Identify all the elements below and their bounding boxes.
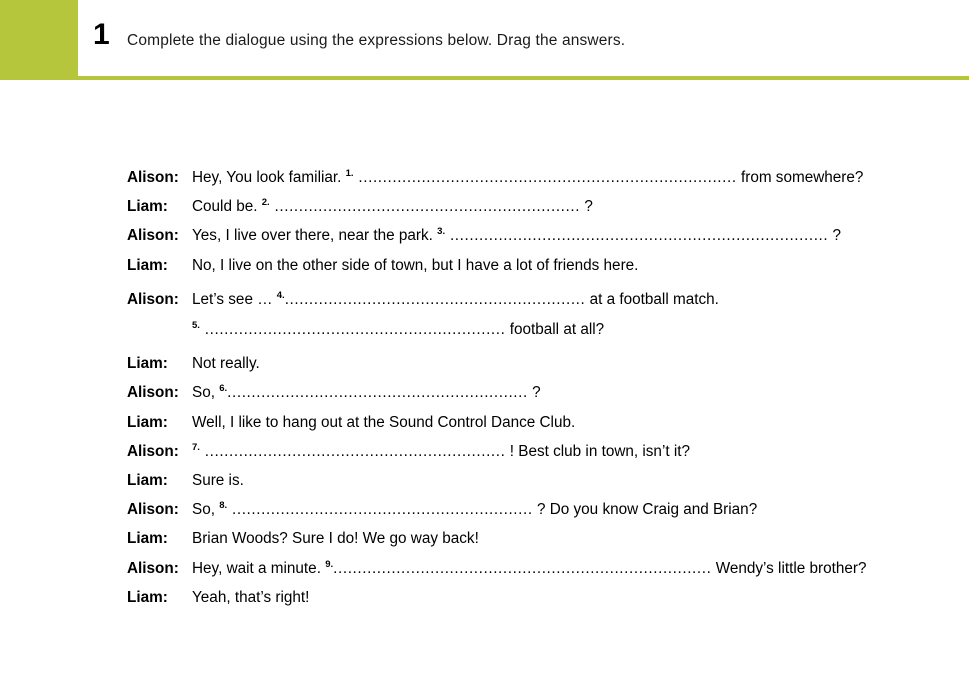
- utterance-text: [192, 226, 841, 247]
- blank-number: 3.: [437, 226, 446, 238]
- answer-blank[interactable]: ..............................................................: [199, 320, 506, 338]
- dialogue-line: [127, 168, 927, 189]
- answer-blank[interactable]: ..............................................................................: [353, 169, 737, 187]
- blank-number: 4.: [276, 290, 285, 302]
- utterance-before: Let’s see …: [192, 291, 277, 309]
- utterance-after: ?: [828, 227, 842, 245]
- utterance-before: So,: [192, 384, 220, 402]
- speaker-label: Liam:: [127, 530, 168, 548]
- utterance-after: Wendy’s little brother?: [711, 559, 867, 577]
- dialogue-line: [127, 226, 927, 247]
- blank-number: 5.: [192, 319, 200, 331]
- dialogue-line: [127, 529, 927, 550]
- dialogue-line: [127, 256, 927, 277]
- dialogue-line: [127, 290, 927, 311]
- exercise-header: [0, 0, 969, 78]
- dialogue-line: [127, 354, 927, 375]
- answer-blank[interactable]: ...............................................................: [269, 198, 581, 216]
- blank-number: 9.: [325, 558, 334, 570]
- utterance-after: at a football match.: [585, 291, 719, 309]
- dialogue-line: [127, 442, 927, 463]
- utterance-text: Brian Woods? Sure I do! We go way back!: [192, 530, 479, 548]
- speaker-label: Alison:: [127, 227, 179, 245]
- utterance-text: [192, 290, 719, 311]
- answer-blank[interactable]: ..............................................................................: [445, 227, 829, 245]
- answer-blank[interactable]: ..............................................................: [227, 501, 533, 519]
- speaker-label: Liam:: [127, 588, 168, 606]
- utterance-text: No, I live on the other side of town, but I have a lot of friends here.: [192, 256, 639, 274]
- speaker-label: Liam:: [127, 413, 168, 431]
- speaker-label: Liam:: [127, 472, 168, 490]
- utterance-text: Not really.: [192, 355, 260, 373]
- blank-number: 7.: [192, 441, 200, 453]
- exercise-instruction: Complete the dialogue using the expressions below. Drag the answers.: [127, 32, 626, 49]
- speaker-label: Alison:: [127, 384, 179, 402]
- speaker-label: Alison:: [127, 169, 179, 186]
- utterance-before: Hey, wait a minute.: [192, 559, 326, 577]
- dialogue-line: [127, 413, 927, 434]
- utterance-before: Could be.: [192, 198, 262, 216]
- utterance-text: Well, I like to hang out at the Sound Control Dance Club.: [192, 413, 576, 431]
- dialogue-line: [127, 588, 927, 609]
- dialogue-line: [127, 559, 927, 580]
- header-color-swatch: [0, 0, 78, 76]
- answer-blank[interactable]: ..............................................................................: [333, 559, 712, 577]
- utterance-before: So,: [192, 501, 220, 519]
- utterance-after: ! Best club in town, isn’t it?: [505, 442, 690, 460]
- answer-blank[interactable]: ..............................................................: [284, 291, 586, 309]
- utterance-after: football at all?: [505, 320, 605, 338]
- speaker-label: Liam:: [127, 198, 168, 216]
- speaker-label: Alison:: [127, 291, 179, 309]
- utterance-text: [192, 500, 757, 521]
- dialogue-line: [127, 471, 927, 492]
- speaker-label: Alison:: [127, 442, 179, 460]
- utterance-before: Yes, I live over there, near the park.: [192, 227, 438, 245]
- blank-number: 2.: [261, 197, 270, 209]
- utterance-after: from somewhere?: [736, 169, 864, 187]
- dialogue-line-continuation: [192, 320, 927, 341]
- speaker-label: Liam:: [127, 355, 168, 373]
- speaker-label: Liam:: [127, 256, 168, 274]
- utterance-text: [192, 383, 541, 404]
- utterance-text: [192, 168, 863, 189]
- header-divider: [0, 76, 969, 80]
- utterance-after: ?: [580, 198, 593, 216]
- utterance-text: Sure is.: [192, 472, 244, 490]
- blank-number: 8.: [219, 500, 228, 512]
- speaker-label: Alison:: [127, 501, 179, 519]
- utterance-text: [192, 442, 690, 463]
- answer-blank[interactable]: ..............................................................: [199, 442, 506, 460]
- utterance-after: ? Do you know Craig and Brian?: [532, 501, 758, 519]
- blank-number: 1.: [345, 168, 354, 179]
- exercise-number: 1: [93, 18, 110, 51]
- speaker-label: Alison:: [127, 559, 179, 577]
- dialogue-line: [127, 383, 927, 404]
- answer-blank[interactable]: ..............................................................: [227, 384, 528, 402]
- dialogue-line: [127, 197, 927, 218]
- utterance-text: Yeah, that’s right!: [192, 588, 310, 606]
- dialogue-body: [127, 168, 927, 617]
- blank-number: 6.: [219, 383, 228, 395]
- utterance-text: [192, 559, 866, 580]
- utterance-before: Hey, You look familiar.: [192, 169, 346, 187]
- utterance-text: [192, 197, 593, 218]
- utterance-after: ?: [527, 384, 541, 402]
- dialogue-line: [127, 500, 927, 521]
